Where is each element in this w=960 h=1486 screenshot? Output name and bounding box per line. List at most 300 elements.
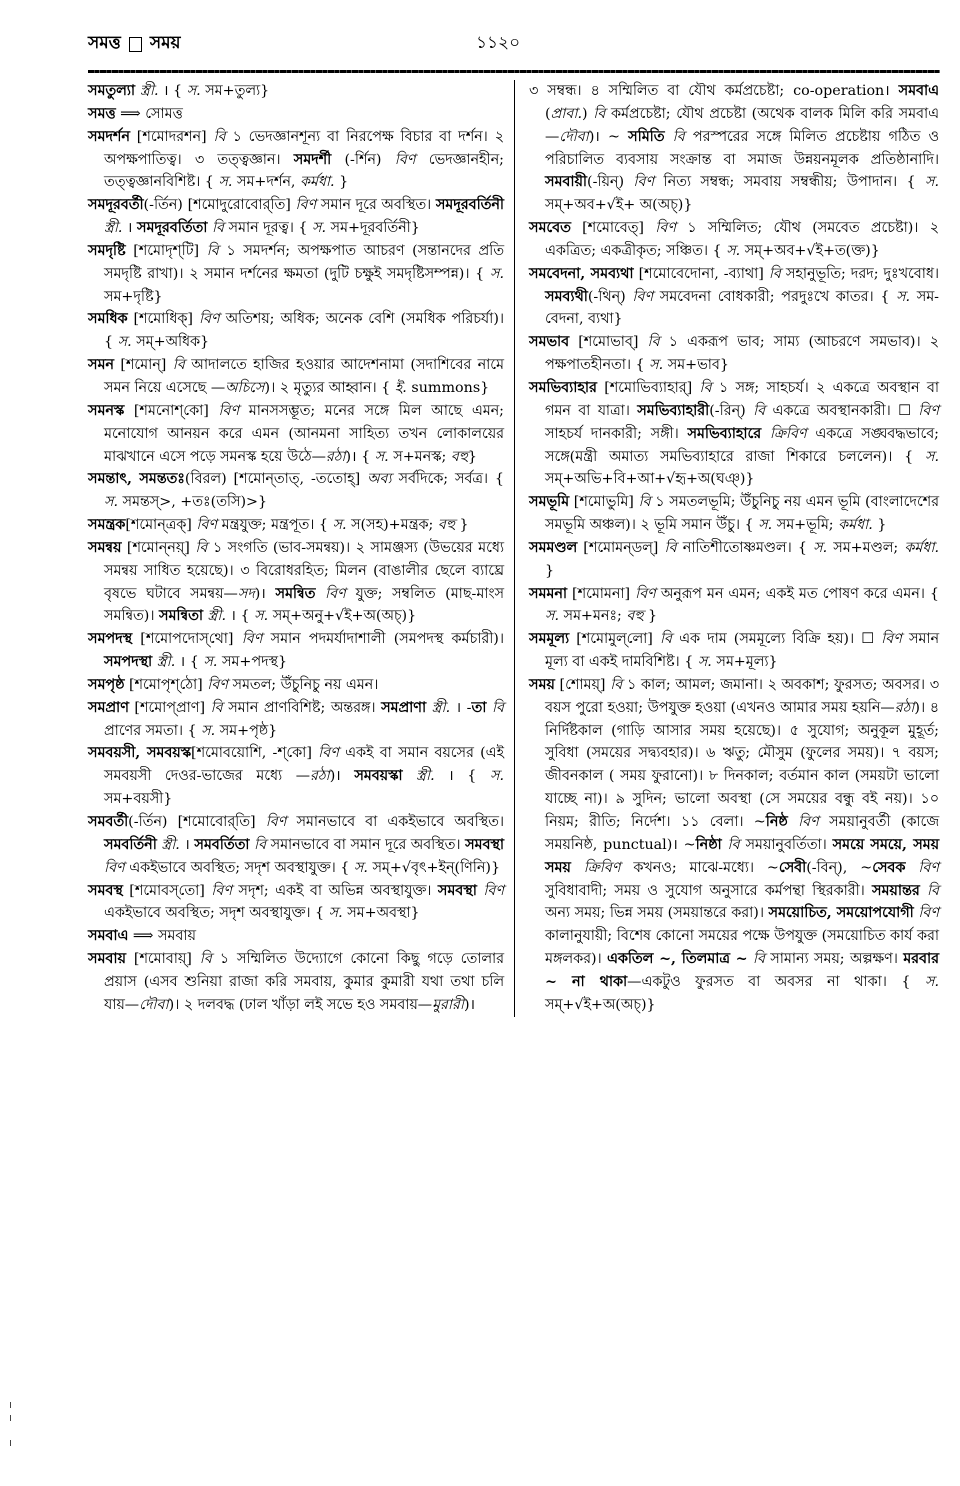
definition-text: সদৃশ; একই বা অভিন্ন অবস্থাযুক্ত। [231, 882, 438, 899]
definition-text: summons} [406, 379, 490, 396]
headword: সমমণ্ডল [529, 539, 578, 556]
definition-text: । { [434, 768, 491, 785]
definition-text: সমান দূরত্ব। { [224, 220, 313, 237]
label-italic: বিণ [483, 882, 505, 899]
definition-text: ১ সম্মিলিত উদ্যোগে কোনো কিছু গড়ে তোলার প্রয়াস (এসব শুনিয়া রাজা করি সমবায়, কুমার কুমারী যথা তথা চলি যায়— [104, 951, 504, 1013]
label-italic: স. [203, 654, 218, 671]
definition-text: ⟹ সোমত্ত [115, 105, 183, 122]
label-italic: স. [726, 242, 741, 259]
headword: সময়ান্তর [872, 882, 920, 899]
guide-word-last: সময় [149, 33, 181, 53]
label-italic: বিণ [265, 814, 287, 830]
definition-text: কালানুযায়ী; বিশেষ কোনো সময়ের পক্ষে উপযুক্ত (সময়োচিত কার্য করা মঙ্গলকর)। [545, 928, 939, 968]
label-italic: স্ত্রী. [207, 608, 226, 625]
label-italic: বি [664, 539, 677, 556]
definition-text: [শমোন্‌] [113, 357, 173, 374]
definition-text: ১ সংগতি (ভাব-সমন্বয়)। ২ সামঞ্জস্য (উভয়ের মধ্যে সমন্বয় সাধিত হয়েছে)। ৩ বিরোধরহিত; মিলন (বাঙালীর ছেলে ব্যাঘ্রে বৃষভে ঘটাবে সমন্বয়— [104, 539, 504, 602]
definition-text [920, 883, 927, 899]
definition-text: )। [464, 996, 476, 1013]
headword: সময়ে সময়ে, সময় সময় [545, 836, 940, 876]
definition-text: [শমোমনা] [567, 585, 636, 602]
headword: নিষ্ঠ [765, 814, 788, 830]
definition-text: [শমোবেত্‌] [570, 220, 656, 237]
definition-text: } [467, 448, 478, 465]
label-italic: স. [104, 494, 118, 511]
dictionary-entry [88, 126, 504, 195]
label-italic: বি [211, 220, 225, 237]
label-italic: বি [210, 699, 223, 716]
label-italic: ক্রিবিণ [583, 859, 621, 876]
dictionary-entry [88, 697, 504, 743]
headword: সমত্ত [88, 105, 116, 122]
definition-text: সামান্য সময়; অল্পক্ষণ। [764, 951, 904, 968]
label-italic: বিণ [318, 745, 339, 762]
label-italic: বি [659, 631, 673, 648]
headword: সমভিব্যাহারী [637, 402, 710, 419]
definition-text: সমতল; উঁচুনিচু নয় এমন। [227, 676, 379, 693]
definition-text: [শমোবস্‌তো] [122, 882, 212, 899]
definition-text: স+মনস্ক; [388, 448, 451, 465]
dictionary-entry [529, 217, 939, 263]
headword: সমবাএ [88, 928, 129, 945]
margin-mark [10, 1415, 11, 1421]
definition-text: একত্রে সঙ্ঘবদ্ধভাবে; সঙ্গে(মন্ত্রী অমাত্য সমভিব্যাহারে রাজা শিকারে চললেন)। { [545, 425, 939, 465]
label-italic: বিণ [198, 311, 220, 328]
definition-text: (-র্শিন) [331, 151, 395, 168]
label-italic: ই. [394, 379, 407, 396]
dictionary-entry [88, 308, 504, 354]
label-italic: স. [254, 608, 269, 625]
label-italic: বি [199, 951, 212, 968]
label-italic: স. [186, 83, 201, 99]
definition-text: সমান মূল্য বা একই দামবিশিষ্ট। { [545, 631, 940, 671]
definition-text: )। ৪ নির্দিষ্টকাল (গাড়ি আসার সময় হয়েছে)। ৫ সুযোগ; অনুকূল মুহূর্ত; সুবিধা (সময়ের সদ্ব্যবহার)। ৬ ঋতু; মৌসুম (ফুলের সময়)। ৭ বয়স; জীবনকাল ( সময় ফুরানো)। ৮ দিনকাল; বর্তমান কাল (সময়টা ভালো যাচ্ছে না)। ৯ সুদিন; ভালো অবস্থা (সে সময়ের বন্ধু বই নয়)। ১০ নিয়ম; রীতি; নির্দেশ। ১১ বেলা। ~ [545, 699, 939, 830]
headword: সমন্বয় [88, 539, 122, 556]
definition-text: সম+মূল্য} [711, 654, 778, 671]
headword: সমপদস্থ [88, 631, 133, 648]
dictionary-entry [88, 400, 504, 469]
label-italic: বি [195, 539, 208, 556]
label-italic: রঠা [310, 768, 330, 785]
definition-text: [শমোবায়্‌] [125, 951, 200, 968]
definition-text: [শমোভিব্যাহার্‌] [596, 379, 700, 396]
definition-text: আদালতে হাজির হওয়ার আদেশনামা (সদাশিবের নামে সমন নিয়ে এসেছে — [104, 357, 504, 396]
headword: সমবস্থা [465, 836, 505, 853]
definition-text: সম-বেদনা, ব্যথা} [545, 288, 939, 328]
label-italic: বিণ [104, 859, 125, 876]
label-italic: বহু [626, 608, 644, 625]
dictionary-entry [529, 537, 939, 583]
headword: সমদৃষ্টি [88, 242, 126, 259]
definition-text: । { [175, 654, 204, 671]
definition-text: সম্‌+অভি+বি+আ+√হৃ+অ(ঘঞ্‌)} [545, 471, 755, 488]
headword: সমমনা [529, 585, 568, 602]
label-italic: স্ত্রী. [161, 836, 180, 853]
headword: সমপৃষ্ঠ [88, 676, 125, 693]
definition-text [905, 860, 918, 876]
dictionary-entry [88, 194, 504, 240]
definition-text: সম্‌+অধিক} [131, 334, 210, 351]
definition-text: (-য়িন্‌) [587, 174, 634, 191]
label-italic: দৌবা [139, 996, 169, 1013]
headword: সময়োচিত, সময়োপযোগী [768, 905, 914, 922]
label-italic: বিণ [632, 288, 654, 305]
label-italic: স. [813, 539, 828, 556]
definition-text: )। ২ দলবদ্ধ (ঢাল খাঁড়া লই সভে হও সমবায়— [168, 996, 433, 1013]
label-italic: স্ত্রী. [104, 220, 123, 237]
label-italic: বি [172, 357, 185, 374]
label-italic: বিণ [325, 585, 346, 602]
definition-text [761, 426, 770, 442]
definition-text: যুক্ত; সম্বলিত (মাছ-মাংস সমন্বিত)। [104, 585, 504, 625]
label-italic: স. [896, 288, 911, 305]
definition-text: সময়ানুবর্তিতা। [739, 836, 833, 853]
headword: নিষ্ঠা [695, 836, 722, 853]
definition-text: সম্‌+অব+√ই+ত(ক্ত)} [740, 242, 880, 259]
label-italic: বি [768, 265, 781, 282]
label-italic: রঠা [325, 448, 346, 465]
definition-text: ৩ সম্বন্ধ। ৪ সম্মিলিত বা যৌথ কর্মপ্রচেষ্টা; co-operation। [529, 83, 899, 99]
definition-text: )। [254, 585, 276, 602]
definition-text: সর্বদিকে; সর্বত্র। { [391, 471, 504, 488]
definition-text: প্রাণের সমতা। { [104, 722, 202, 739]
definition-text: ( [545, 105, 551, 122]
label-italic: অচিসে [225, 379, 265, 396]
label-italic: স. [697, 654, 712, 671]
dictionary-entry [529, 331, 939, 377]
label-italic: স. [545, 608, 559, 625]
definition-text: সম+মনঃ; [559, 608, 627, 625]
guide-words [88, 30, 181, 58]
label-italic: বি [753, 402, 766, 419]
definition-text [315, 586, 325, 602]
headword: সেবী [778, 859, 807, 876]
label-italic: স্ত্রী. [416, 768, 435, 785]
headword: সমদূরবর্তিনী [435, 197, 505, 214]
headword: সমিতি [628, 128, 665, 145]
definition-text: । - [450, 699, 472, 716]
label-italic: বিণ [655, 220, 676, 237]
definition-text: ১ সম্মিলিত; যৌথ (সমবেত প্রচেষ্টা)। ২ একত্রিত; একত্রীকৃত; সঞ্চিত। { [545, 220, 940, 259]
definition-text: সম্‌+√ই+অ(অচ্‌)} [545, 996, 656, 1013]
definition-text: অতিশয়; অধিক; অনেক বেশি (সমধিক পরিচর্যা)। { [104, 311, 505, 351]
definition-text: [শমোমুল্‌লো] [569, 631, 660, 648]
label-italic: বি [491, 699, 505, 716]
headword: তা [471, 699, 487, 716]
label-italic: বি [926, 882, 939, 899]
definition-text: সম্‌+অনু+√ই+অ(অচ্‌)} [268, 608, 417, 625]
definition-text: সম+ভাব} [663, 357, 729, 374]
label-italic: স. [490, 768, 505, 785]
headword: সমব্যথী [545, 288, 588, 305]
label-italic: বি [727, 836, 740, 853]
headword: সমদর্শন [88, 128, 130, 145]
label-italic: স. [925, 973, 939, 990]
definition-text: [শমোদরশন] [129, 128, 214, 145]
label-italic: বি [254, 836, 267, 853]
label-italic: স. [201, 722, 216, 739]
definition-text: সম+তুল্য} [200, 83, 270, 99]
definition-text: [শমোদৃশ্‌টি] [125, 242, 207, 259]
definition-text: ১ সমতলভূমি; উঁচুনিচু নয় এমন ভূমি (বাংলাদেশের সমভূমি অঞ্চল)। ২ ভূমি সমান উঁচু। { [545, 494, 940, 534]
headword: সমবর্তী [88, 814, 129, 830]
definition-text: সমন্তস্‌>, +তঃ(তসি)>} [118, 494, 268, 511]
dictionary-entry [88, 354, 504, 400]
definition-text: } [454, 517, 469, 534]
headword: সমতুল্যা [88, 83, 141, 99]
definition-text: সমান দূরে অবস্থিত। [316, 197, 436, 214]
definition-text: [শমোভাব্‌] [569, 334, 648, 351]
headword: সমবস্থ [88, 882, 123, 899]
label-italic: কর্মধা. [838, 517, 873, 534]
definition-text: স(সহ)+মন্ত্রক; [346, 517, 438, 534]
definition-text: নিত্য সম্বন্ধ; সমবায় সম্বন্ধীয়; উপাদান। { [654, 174, 925, 191]
headword: সমবর্তিতা [194, 836, 250, 853]
label-italic: বিণ [918, 905, 940, 922]
definition-text: মন্ত্রযুক্ত; মন্ত্রপূত। { [217, 517, 333, 534]
definition-text: ১ একরূপ ভাব; সাম্য (আচরণে সমভাব)। ২ পক্ষপাতহীনতা। { [545, 334, 939, 374]
label-italic: বিণ [394, 151, 416, 168]
left-column [88, 80, 514, 1017]
dictionary-entry [529, 628, 939, 674]
columns [88, 80, 940, 1017]
definition-text: (-থিন্‌) [587, 288, 633, 305]
definition-text: [শমনোশ্‌কো] [124, 402, 219, 419]
label-italic: স. [353, 859, 368, 876]
definition-text: সাহচর্য দানকারী; সঙ্গী। [545, 425, 688, 442]
label-italic: বিণ [218, 402, 240, 419]
definition-text: (-র্তিন) [শমোবোর্‌তি] [128, 814, 266, 830]
dictionary-entry [88, 628, 504, 674]
header-rule [88, 70, 940, 73]
label-italic: অব্য [367, 471, 392, 488]
definition-text: সম+মণ্ডল; [827, 539, 905, 556]
label-italic: বিণ [798, 814, 819, 830]
definition-text [571, 860, 584, 876]
dictionary-entry [88, 925, 504, 948]
headword: সমন [88, 357, 114, 374]
page-number: ১১২০ [476, 33, 521, 53]
definition-text: [শমোপ্‌প্রাণ] [128, 699, 211, 716]
definition-text: (বিরল) [শমোন্‌তাত্‌, -ততোহ্‌] [184, 471, 368, 488]
headword: একতিল ~, তিলমাত্র ~ [606, 951, 748, 968]
headword: সমবয়স্কা [354, 768, 403, 785]
label-italic: বহু [450, 448, 468, 465]
headword: সমন্বিতা [159, 608, 203, 625]
headword: সমবয়সী, সমবয়স্ক [88, 745, 192, 762]
definition-text: একত্রে অবস্থানকারী। ☐ [765, 402, 919, 419]
margin-mark [10, 1440, 11, 1446]
definition-text: পরস্পরের সঙ্গে মিলিত প্রচেষ্টায় গঠিত ও পরিচালিত ব্যবসায় সংক্রান্ত বা সমাজ উন্নয়নমূলক প্রতিষ্ঠানাদি। [545, 128, 940, 168]
label-italic: বিণ [633, 174, 655, 191]
label-italic: স. [374, 448, 389, 465]
label-italic: বিণ [207, 676, 228, 693]
definition-text: ১ সঙ্গ; সাহচর্য। ২ একত্রে অবস্থান বা গমন বা যাত্রা। [545, 379, 940, 419]
headword: সমবর্তিনী [104, 836, 157, 853]
label-italic: স. [328, 905, 343, 922]
dictionary-entry [529, 583, 939, 629]
definition-text: একইভাবে অবস্থিত; সদৃশ অবস্থাযুক্ত। { [104, 905, 329, 922]
label-italic: বি [610, 676, 623, 693]
headword: সমবেদনা, সমব্যথা [529, 265, 634, 282]
guide-word-first: সমত্ত [88, 33, 121, 53]
dictionary-entry [88, 948, 504, 1017]
label-italic: স. [218, 174, 233, 191]
definition-text: সুবিধাবাদী; সময় ও সুযোগ অনুসারে কর্মপন্থা স্থিরকারী। [545, 882, 873, 899]
dictionary-entry [88, 468, 504, 514]
definition-text: সমান পদমর্যাদাশালী (সমপদস্থ কর্মচারী)। [262, 631, 504, 648]
dictionary-entry [88, 103, 504, 126]
definition-text: সমানভাবে বা সমান দূরে অবস্থিত। [266, 836, 466, 853]
label-italic: স্ত্রী. [140, 83, 159, 99]
label-italic: স্ত্রী. [431, 699, 451, 716]
definition-text: [শমোন্‌নয়্‌] [121, 539, 196, 556]
headword: সমপদস্থা [104, 654, 153, 671]
dictionary-entry [88, 514, 504, 537]
label-italic: বিণ [196, 517, 218, 534]
definition-text: সম+বয়সী} [104, 791, 173, 808]
definition-text: অন্য সময়; ভিন্ন সময় (সময়ান্তরে করা)। [545, 905, 769, 922]
guide-separator-box-icon [129, 37, 142, 52]
definition-text: )। { [345, 448, 375, 465]
definition-text: সম্‌+অব+√ই+ অ(অচ্‌)} [545, 197, 693, 214]
headword: সমভিব্যাহার [529, 379, 597, 396]
headword: সমদূরবর্তিতা [137, 220, 208, 237]
definition-text: সমানভাবে বা একইভাবে অবস্থিত। [286, 814, 504, 830]
definition-text: ভেদজ্ঞানহীন; তত্ত্বজ্ঞানবিশিষ্ট। { [104, 151, 504, 191]
definition-text: )। ২ মৃত্যুর আহ্বান। { [264, 379, 395, 396]
label-italic: স. [117, 334, 132, 351]
dictionary-page [88, 30, 940, 1013]
label-italic: বি [206, 242, 219, 259]
dictionary-entry [529, 491, 939, 537]
label-italic: বিণ [211, 882, 232, 899]
label-italic: বি [752, 951, 765, 968]
headword: সমবাএ [898, 83, 939, 99]
definition-text: সম+দৃষ্টি} [104, 288, 163, 305]
headword: সমভাব [529, 334, 570, 351]
definition-text: সম+ভূমি; [772, 517, 839, 534]
label-italic: বি [593, 105, 606, 122]
definition-text: } [872, 517, 887, 534]
label-italic: বি [672, 128, 685, 145]
headword: সমপ্রাণা [381, 699, 427, 716]
dictionary-entry [529, 674, 939, 1017]
definition-text: । { [158, 83, 187, 99]
label-italic: স. [649, 357, 664, 374]
definition-text: এক দাম (সমমূল্যে বিক্রি হয়)। ☐ [672, 631, 882, 648]
right-column [514, 80, 939, 1017]
label-italic: স. [332, 517, 347, 534]
definition-text: )। ~ [588, 128, 629, 145]
dictionary-entry [88, 674, 504, 697]
definition-text: সম+পদস্থ} [217, 654, 288, 671]
dictionary-entry [88, 811, 504, 880]
definition-text: } [334, 174, 349, 191]
label-italic: স্ত্রী. [156, 654, 176, 671]
headword: সমপ্রাণ [88, 699, 129, 716]
headword: সমবেত [529, 220, 571, 237]
definition-text: সমবেদনা বোধকারী; পরদুঃখে কাতর। { [653, 288, 897, 305]
definition-text: [শমোবয়োশি, -শ্‌কো] [191, 745, 319, 762]
definition-text: সময়ানুবর্তী (কাজে সময়নিষ্ঠ, punctual)। ~ [545, 814, 940, 853]
label-italic: স. [925, 174, 939, 191]
definition-text: অনুরূপ মন এমন; একই মত পোষণ করে এমন। { [655, 585, 939, 602]
label-italic: রঠা [894, 699, 915, 716]
label-italic: বিণ [918, 859, 940, 876]
definition-text: মানসসম্ভূত; মনের সঙ্গে মিল আছে এমন; মনোযোগ আনয়ন করে এমন (আনমনা সাহিত্য তখন লোকালয়ের মাঝখানে এসে পড়ে সমনস্ক হয়ে উঠে— [104, 402, 504, 465]
definition-text: [শমোন্‌ত্রক্‌] [125, 517, 197, 534]
dictionary-entry [88, 880, 504, 926]
dictionary-entry [88, 80, 504, 103]
headword: সমনস্ক [88, 402, 125, 419]
definition-text: নাতিশীতোষ্ণমণ্ডল। { [676, 539, 814, 556]
definition-text: ⟹ সমবায় [128, 928, 196, 945]
definition-text: [শমোভুমি] [569, 494, 639, 511]
definition-text: [শমোধিক্‌] [127, 311, 199, 328]
definition-text: কখনও; মাঝে-মধ্যে। ~ [620, 859, 779, 876]
definition-text: সম+দূরবর্তিনী} [326, 220, 420, 237]
definition-text: সম্‌+√বৃৎ+ইন্‌(ণিনি)} [367, 859, 501, 876]
label-italic: দৌবা [559, 128, 589, 145]
label-italic: বিণ [918, 402, 939, 419]
headword: মরবার ~ না থাকা [545, 951, 939, 990]
dictionary-entry [88, 537, 504, 628]
definition-text: সহানুভূতি; দরদ; দুঃখবোধ। [780, 265, 939, 282]
headword: সমভিব্যাহারে [687, 425, 762, 442]
definition-text: সম+পৃষ্ঠ} [215, 722, 278, 739]
label-italic: কর্মধা. [299, 174, 335, 191]
definition-text: (-র্তিন) [শমোদুরোবোর্‌তি] [143, 197, 296, 214]
definition-text: —একটুও ফুরসত বা অবসর না থাকা। { [627, 973, 925, 990]
definition-text: } [545, 562, 555, 579]
dictionary-entry [529, 377, 939, 491]
dictionary-entry [529, 263, 939, 332]
headword: সমন্বিত [275, 585, 316, 602]
dictionary-entry [88, 742, 504, 811]
definition-text: (-বিন্‌), ~ [806, 859, 873, 876]
definition-text [788, 814, 798, 830]
definition-text: [শমোবেদোনা, -ব্যাথা] [633, 265, 769, 282]
definition-text: । [122, 220, 137, 237]
label-italic: বি [699, 379, 712, 396]
label-italic: বি [213, 128, 226, 145]
headword: সেবক [872, 859, 906, 876]
headword: সমন্ত্রক [88, 517, 126, 534]
definition-text: ১ কাল; আমল; জমানা। ২ অবকাশ; ফুরসত; অবসর। ৩ বয়স পুরো হওয়া; উপযুক্ত হওয়া (এখনও আমার সময় হয়নি— [545, 676, 939, 716]
definition-text [664, 129, 672, 145]
label-italic: স. [490, 265, 504, 282]
definition-text: । { [226, 608, 255, 625]
definition-text: কর্মপ্রচেষ্টা; যৌথ প্রচেষ্টা (অথেক বালক মিলি করি সমবাএ— [545, 105, 940, 145]
definition-text: [শমোপদোস্‌থো] [132, 631, 242, 648]
definition-text: ) [582, 105, 594, 122]
headword: সমদর্শী [293, 151, 332, 168]
definition-text: একই বা সমান বয়সের (এই সমবয়সী দেওর-ভাজের মধ্যে — [104, 745, 504, 785]
headword: সমদূরবর্তী [88, 197, 144, 214]
label-italic: বিণ [635, 585, 656, 602]
label-italic: মুরারী [432, 996, 465, 1013]
headword: সময় [529, 676, 555, 693]
headword: সমধিক [88, 311, 128, 328]
label-italic: বি [638, 494, 651, 511]
label-italic: স. [758, 517, 773, 534]
margin-mark [10, 1402, 11, 1408]
headword: সমভূমি [529, 494, 570, 511]
definition-text: । [179, 836, 195, 853]
label-italic: স. [925, 448, 939, 465]
dictionary-entry [88, 240, 504, 309]
